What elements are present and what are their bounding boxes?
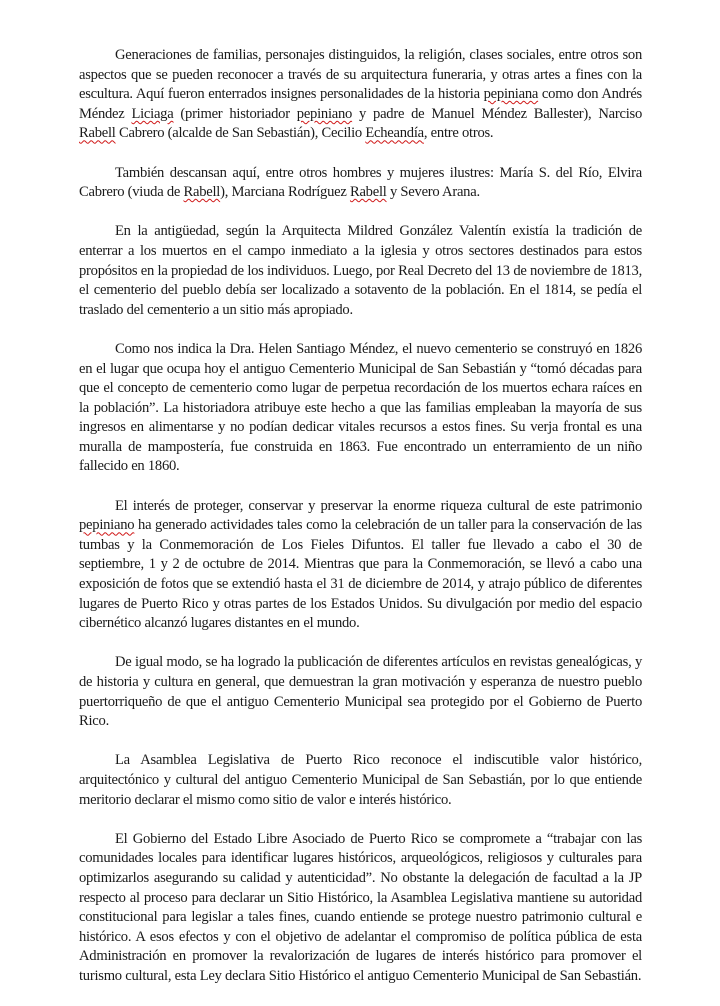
paragraph-familias	[79, 46, 642, 144]
text-segment: El interés de proteger, conservar y preservar la enorme riqueza cultural de este patrimonio	[115, 497, 642, 514]
paragraph-antiguedad	[79, 222, 642, 320]
text-segment: Generaciones de familias, personajes distinguidos, la religión, clases sociales, entre otros son aspectos que se pueden reconocer a través de su arquitectura funeraria, y otras artes a fines con la escultura. Aquí fueron enterrados insignes personalidades de la historia	[79, 47, 642, 103]
text-segment: El Gobierno del Estado Libre Asociado de Puerto Rico se compromete a “trabajar con las comunidades locales para identificar lugares históricos, arqueológicos, religiosos y culturales para optimizarlos asegurando su calidad y autenticidad”. No obstante la delegación de facultad a la JP respecto al proceso para declarar un Sitio Histórico, la Asamblea Legislativa mantiene su autoridad constitucional para legislar a tales fines, cuando entiende se protege nuestro patrimonio cultural e histórico. A esos efectos y con el objetivo de adelantar el compromiso de política pública de esta Administración en promover la revalorización de lugares de interés histórico para promover el turismo cultural, esta Ley declara Sitio Histórico el antiguo Cementerio Municipal de San Sebastián.	[79, 830, 642, 984]
text-segment: como don Andrés Méndez	[79, 86, 642, 122]
paragraph-asamblea	[79, 751, 642, 810]
misspelled-word[interactable]: pepiniano	[296, 105, 353, 122]
misspelled-word[interactable]: pepiniano	[79, 517, 135, 534]
text-segment: ), Marciana Rodríguez	[220, 184, 350, 201]
text-segment: En la antigüedad, según la Arquitecta Mildred González Valentín existía la tradición de enterrar a los muertos en el campo inmediato a la iglesia y otros sectores destinados para estos propósitos en la propiedad de los individuos. Luego, por Real Decreto del 13 de noviembre de 1813, el cementerio del pueblo debía ser localizado a sotavento de la población. En el 1814, se pedía el traslado del cementerio a un sitio más apropiado.	[79, 223, 642, 318]
misspelled-word[interactable]: Rabell	[79, 125, 116, 142]
text-segment: De igual modo, se ha logrado la publicación de diferentes artículos en revistas genealógicas, y de historia y cultura en general, que demuestran la gran motivación y esperanza de nuestro pueblo puertorriqueño de que el antiguo Cementerio Municipal sea protegido por el Gobierno de Puerto Rico.	[79, 654, 642, 730]
misspelled-word[interactable]: Echeandía	[365, 125, 424, 142]
misspelled-word[interactable]: Liciaga	[131, 105, 174, 122]
paragraph-descansan	[79, 164, 642, 203]
paragraph-nuevo-cementerio	[79, 340, 642, 477]
misspelled-word[interactable]: Rabell	[349, 184, 387, 201]
text-segment: Cabrero (alcalde de San Sebastián), Cecilio	[115, 125, 366, 142]
text-segment: y Severo Arana.	[386, 184, 480, 201]
text-segment: También descansan aquí, entre otros hombres y mujeres ilustres: María S. del Río, Elvira Cabrero (viuda de	[79, 164, 642, 201]
text-segment: Como nos indica la Dra. Helen Santiago Méndez, el nuevo cementerio se construyó en 1826 en el lugar que ocupa hoy el antiguo Cementerio Municipal de San Sebastián y “tomó décadas para que el concepto de cementerio como lugar de perpetua recordación de los muertos echara raíces en la población”. La historiadora atribuye este hecho a que las familias empleaban la mayoría de sus ingresos en alimentarse y no podían dedicar vitales recursos a estos fines. Su verja frontal es una muralla de mampostería, fue construida en 1863. Fue encontrado un enterramiento de un niño fallecido en 1860.	[79, 340, 642, 475]
paragraph-gobierno	[79, 830, 642, 987]
misspelled-word[interactable]: Rabell	[183, 184, 221, 201]
document-page	[79, 46, 642, 1006]
paragraph-publicacion	[79, 653, 642, 731]
paragraph-interes-proteger	[79, 497, 642, 634]
text-segment: y padre de Manuel Méndez Ballester), Narciso	[352, 105, 642, 122]
text-segment: , entre otros.	[423, 125, 494, 142]
text-segment: La Asamblea Legislativa de Puerto Rico reconoce el indiscutible valor histórico, arquitectónico y cultural del antiguo Cementerio Municipal de San Sebastián, por lo que entiende meritorio declarar el mismo como sitio de valor e interés histórico.	[79, 752, 642, 808]
text-segment: ha generado actividades tales como la celebración de un taller para la conservación de las tumbas y la Conmemoración de Los Fieles Difuntos. El taller fue llevado a cabo el 30 de septiembre, 1 y 2 de octubre de 2014. Mientras que para la Conmemoración, se llevó a cabo una exposición de fotos que se extendió hasta el 31 de diciembre de 2014, y atrajo público de diferentes lugares de Puerto Rico y otras partes de los Estados Unidos. Su divulgación por medio del espacio cibernético alcanzó lugares distantes en el mundo.	[79, 517, 642, 632]
misspelled-word[interactable]: pepiniana	[483, 86, 539, 103]
text-segment: (primer historiador	[173, 105, 297, 122]
